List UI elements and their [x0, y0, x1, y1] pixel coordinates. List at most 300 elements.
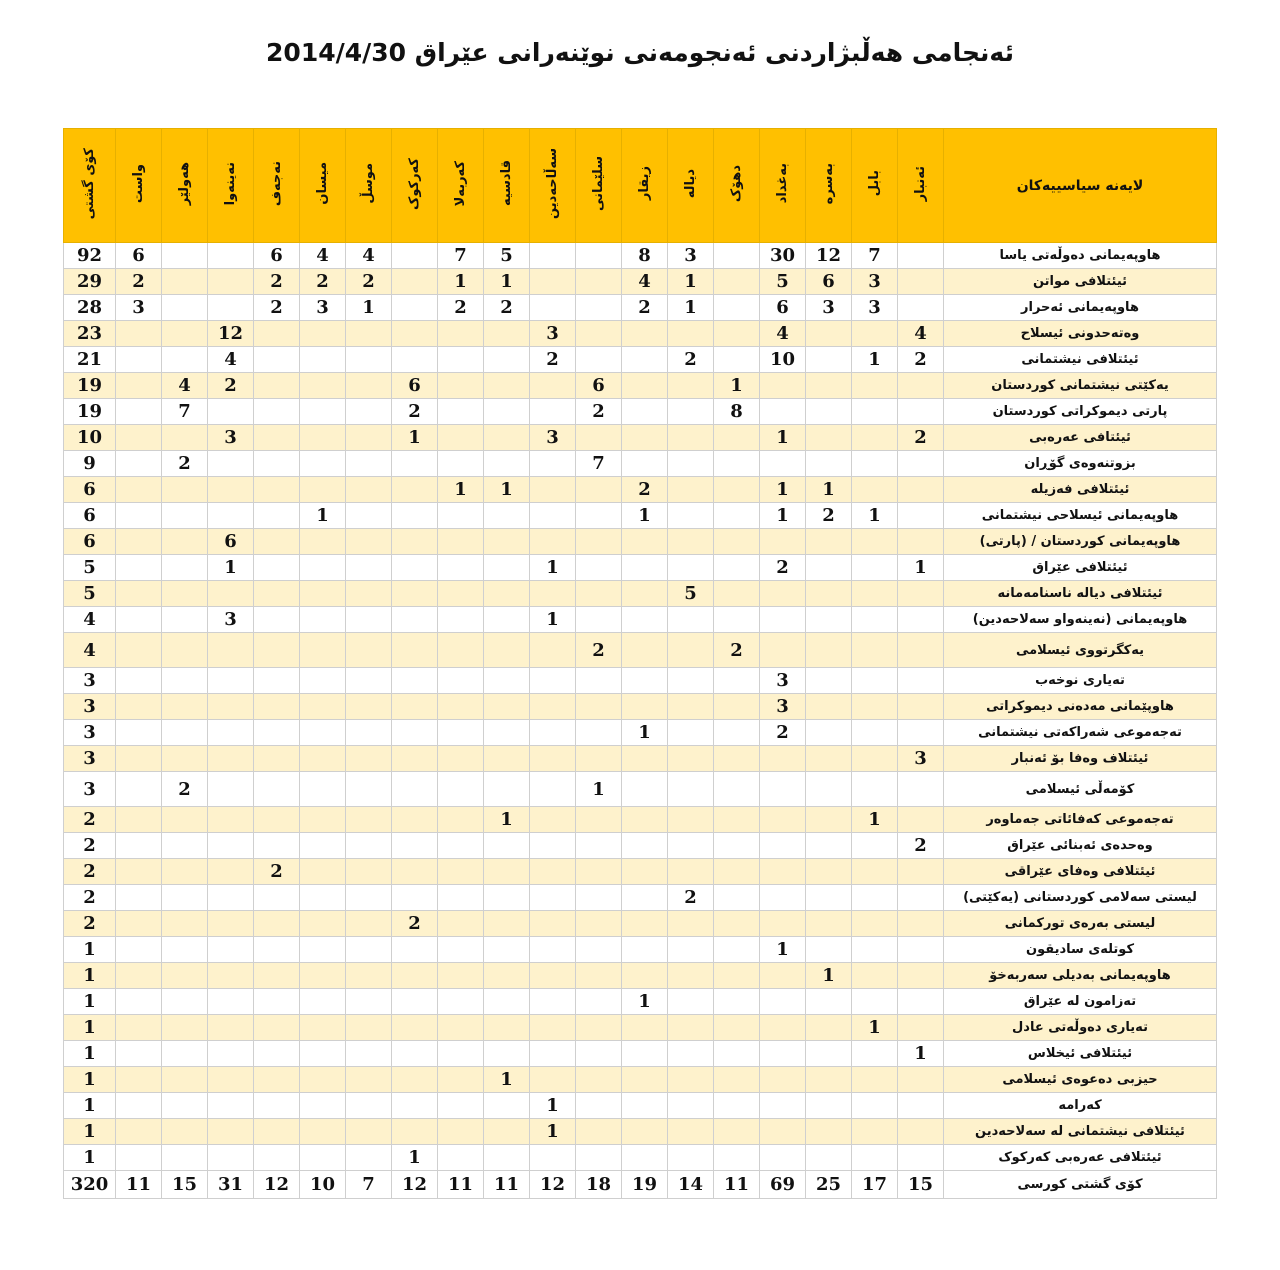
seat-cell — [300, 399, 346, 425]
seat-cell — [162, 1067, 208, 1093]
seat-cell: 69 — [760, 1171, 806, 1199]
table-row — [64, 633, 1217, 668]
seat-cell — [346, 425, 392, 451]
row-total: 3 — [64, 720, 116, 746]
seat-cell — [898, 885, 944, 911]
party-name: ئیئتلافی دیالە ناسنامەمانە — [944, 581, 1217, 607]
seat-cell: 4 — [300, 243, 346, 269]
table-header — [64, 129, 1217, 243]
table-row — [64, 373, 1217, 399]
table-row — [64, 859, 1217, 885]
seat-cell: 3 — [760, 668, 806, 694]
seat-cell — [760, 1119, 806, 1145]
seat-cell — [162, 555, 208, 581]
seat-cell — [116, 807, 162, 833]
seat-cell — [346, 503, 392, 529]
seat-cell — [392, 746, 438, 772]
seat-cell: 15 — [898, 1171, 944, 1199]
seat-cell — [438, 1067, 484, 1093]
seat-cell — [116, 321, 162, 347]
seat-cell — [392, 295, 438, 321]
seat-cell: 7 — [852, 243, 898, 269]
seat-cell: 12 — [208, 321, 254, 347]
seat-cell — [208, 1015, 254, 1041]
row-total: 1 — [64, 937, 116, 963]
seat-cell — [622, 555, 668, 581]
seat-cell — [806, 399, 852, 425]
row-total: 4 — [64, 633, 116, 668]
seat-cell: 1 — [852, 503, 898, 529]
seat-cell: 2 — [576, 633, 622, 668]
seat-cell — [806, 937, 852, 963]
seat-cell: 2 — [576, 399, 622, 425]
seat-cell — [300, 859, 346, 885]
seat-cell — [668, 1015, 714, 1041]
seat-cell — [438, 1041, 484, 1067]
row-total: 19 — [64, 373, 116, 399]
seat-cell — [300, 1015, 346, 1041]
seat-cell — [668, 963, 714, 989]
seat-cell — [208, 720, 254, 746]
seat-cell: 2 — [116, 269, 162, 295]
seat-cell — [898, 529, 944, 555]
seat-cell — [116, 1145, 162, 1171]
seat-cell — [806, 347, 852, 373]
party-name: هاوپەیمانی کوردستان / (پارتی) — [944, 529, 1217, 555]
seat-cell — [438, 321, 484, 347]
seat-cell — [898, 373, 944, 399]
seat-cell — [806, 1145, 852, 1171]
seat-cell — [392, 1041, 438, 1067]
seat-cell: 3 — [208, 607, 254, 633]
seat-cell — [576, 1041, 622, 1067]
seat-cell — [898, 1093, 944, 1119]
seat-cell — [208, 1145, 254, 1171]
table-row — [64, 1145, 1217, 1171]
seat-cell — [116, 1119, 162, 1145]
seat-cell — [898, 1119, 944, 1145]
seat-cell — [806, 694, 852, 720]
seat-cell — [806, 607, 852, 633]
seat-cell: 2 — [668, 885, 714, 911]
seat-cell — [116, 989, 162, 1015]
seat-cell — [806, 989, 852, 1015]
seat-cell — [668, 746, 714, 772]
party-name: هاوپەیمانی ئەحرار — [944, 295, 1217, 321]
seat-cell — [484, 885, 530, 911]
party-name: هاوپێمانی مەدەنی دیموکراتی — [944, 694, 1217, 720]
seat-cell — [484, 772, 530, 807]
seat-cell: 2 — [714, 633, 760, 668]
seat-cell — [392, 885, 438, 911]
seat-cell — [852, 425, 898, 451]
seat-cell — [622, 772, 668, 807]
seat-cell: 14 — [668, 1171, 714, 1199]
seat-cell: 5 — [760, 269, 806, 295]
table-row — [64, 807, 1217, 833]
seat-cell — [300, 347, 346, 373]
seat-cell — [300, 1041, 346, 1067]
seat-cell — [208, 581, 254, 607]
seat-cell: 1 — [530, 1119, 576, 1145]
seat-cell — [254, 1067, 300, 1093]
seat-cell — [622, 1067, 668, 1093]
seat-cell — [162, 477, 208, 503]
seat-cell — [484, 1015, 530, 1041]
seat-cell: 12 — [530, 1171, 576, 1199]
header-province — [898, 129, 944, 243]
seat-cell: 2 — [162, 451, 208, 477]
seat-cell — [392, 1119, 438, 1145]
table-row — [64, 937, 1217, 963]
seat-cell — [806, 451, 852, 477]
seat-cell — [116, 1093, 162, 1119]
table-row — [64, 720, 1217, 746]
seat-cell — [162, 833, 208, 859]
table-body — [64, 243, 1217, 1199]
seat-cell — [576, 555, 622, 581]
party-name: تەیاری نوخەب — [944, 668, 1217, 694]
row-total: 9 — [64, 451, 116, 477]
seat-cell — [760, 607, 806, 633]
seat-cell: 7 — [576, 451, 622, 477]
seat-cell — [300, 668, 346, 694]
table-row — [64, 1015, 1217, 1041]
seat-cell — [438, 581, 484, 607]
seat-cell — [392, 963, 438, 989]
seat-cell — [530, 833, 576, 859]
seat-cell — [346, 399, 392, 425]
seat-cell — [162, 607, 208, 633]
party-name: کەرامە — [944, 1093, 1217, 1119]
seat-cell — [346, 1015, 392, 1041]
seat-cell — [392, 694, 438, 720]
seat-cell — [530, 772, 576, 807]
seat-cell — [484, 989, 530, 1015]
seat-cell — [760, 399, 806, 425]
seat-cell — [208, 989, 254, 1015]
table-row — [64, 746, 1217, 772]
seat-cell: 1 — [300, 503, 346, 529]
seat-cell — [898, 399, 944, 425]
seat-cell — [852, 746, 898, 772]
seat-cell — [668, 1119, 714, 1145]
province-label: بابل — [867, 170, 882, 197]
seat-cell: 1 — [714, 373, 760, 399]
seat-cell — [254, 607, 300, 633]
seat-cell: 11 — [438, 1171, 484, 1199]
seat-cell — [622, 807, 668, 833]
seat-cell: 3 — [530, 321, 576, 347]
seat-cell — [714, 269, 760, 295]
seat-cell — [760, 633, 806, 668]
seat-cell — [576, 1067, 622, 1093]
seat-cell: 4 — [162, 373, 208, 399]
seat-cell — [346, 859, 392, 885]
seat-cell — [530, 399, 576, 425]
seat-cell — [576, 425, 622, 451]
party-name: یەکێتی نیشتمانی کوردستان — [944, 373, 1217, 399]
seat-cell — [530, 911, 576, 937]
province-label: قادسیە — [499, 160, 514, 207]
seat-cell — [438, 347, 484, 373]
seat-cell: 7 — [346, 1171, 392, 1199]
seat-cell: 1 — [484, 477, 530, 503]
seat-cell — [806, 807, 852, 833]
seat-cell: 6 — [392, 373, 438, 399]
seat-cell — [576, 911, 622, 937]
seat-cell — [346, 1093, 392, 1119]
seat-cell — [714, 833, 760, 859]
seat-cell — [806, 859, 852, 885]
province-label: بەسرە — [821, 162, 836, 205]
seat-cell — [576, 295, 622, 321]
seat-cell — [484, 373, 530, 399]
seat-cell — [530, 668, 576, 694]
seat-cell — [300, 451, 346, 477]
seat-cell — [576, 321, 622, 347]
seat-cell — [714, 347, 760, 373]
seat-cell — [576, 833, 622, 859]
seat-cell — [116, 399, 162, 425]
seat-cell — [852, 477, 898, 503]
seat-cell — [484, 694, 530, 720]
seat-cell — [300, 477, 346, 503]
seat-cell — [898, 581, 944, 607]
seat-cell — [116, 529, 162, 555]
seat-cell — [668, 989, 714, 1015]
seat-cell — [208, 243, 254, 269]
seat-cell — [898, 295, 944, 321]
seat-cell — [346, 633, 392, 668]
seat-cell: 1 — [346, 295, 392, 321]
seat-cell — [208, 1067, 254, 1093]
row-total: 29 — [64, 269, 116, 295]
seat-cell — [714, 1145, 760, 1171]
seat-cell — [300, 1067, 346, 1093]
seat-cell — [116, 633, 162, 668]
row-total: 5 — [64, 555, 116, 581]
seat-cell — [438, 399, 484, 425]
seat-cell — [208, 503, 254, 529]
row-total: 2 — [64, 911, 116, 937]
seat-cell — [438, 720, 484, 746]
province-label: ئەنبار — [913, 165, 928, 202]
party-name: یەکگرتووی ئیسلامی — [944, 633, 1217, 668]
seat-cell: 31 — [208, 1171, 254, 1199]
seat-cell — [852, 668, 898, 694]
seat-cell — [254, 833, 300, 859]
seat-cell — [346, 451, 392, 477]
table-row — [64, 581, 1217, 607]
seat-cell: 1 — [530, 1093, 576, 1119]
seat-cell: 4 — [208, 347, 254, 373]
seat-cell: 2 — [484, 295, 530, 321]
seat-cell — [668, 633, 714, 668]
party-name: تەجەموعی شەراکەتی نیشتمانی — [944, 720, 1217, 746]
seat-cell — [714, 1041, 760, 1067]
seat-cell — [346, 885, 392, 911]
seat-cell — [806, 321, 852, 347]
province-label: نەینەوا — [223, 161, 238, 206]
seat-cell — [254, 668, 300, 694]
seat-cell — [530, 720, 576, 746]
seat-cell: 2 — [254, 295, 300, 321]
seat-cell — [208, 911, 254, 937]
seat-cell: 8 — [714, 399, 760, 425]
totals-row — [64, 1171, 1217, 1199]
table-row — [64, 694, 1217, 720]
party-name: وەحدەی ئەبنائی عێراق — [944, 833, 1217, 859]
seat-cell — [530, 633, 576, 668]
seat-cell — [392, 321, 438, 347]
seat-cell — [622, 1093, 668, 1119]
seat-cell — [622, 451, 668, 477]
seat-cell — [714, 1015, 760, 1041]
seat-cell — [162, 295, 208, 321]
party-name: بزوتنەوەی گۆڕان — [944, 451, 1217, 477]
seat-cell — [530, 963, 576, 989]
seat-cell — [668, 833, 714, 859]
seat-cell — [898, 607, 944, 633]
seat-cell: 4 — [346, 243, 392, 269]
seat-cell — [852, 633, 898, 668]
seat-cell: 12 — [806, 243, 852, 269]
seat-cell — [116, 746, 162, 772]
seat-cell — [898, 451, 944, 477]
seat-cell — [300, 633, 346, 668]
header-province — [760, 129, 806, 243]
seat-cell: 1 — [392, 425, 438, 451]
seat-cell — [438, 885, 484, 911]
seat-cell — [714, 451, 760, 477]
seat-cell — [668, 1145, 714, 1171]
seat-cell — [346, 911, 392, 937]
seat-cell — [392, 243, 438, 269]
seat-cell — [622, 373, 668, 399]
seat-cell: 4 — [622, 269, 668, 295]
seat-cell — [530, 1041, 576, 1067]
seat-cell — [208, 477, 254, 503]
seat-cell — [898, 477, 944, 503]
seat-cell: 2 — [392, 911, 438, 937]
seat-cell — [484, 503, 530, 529]
table-row — [64, 668, 1217, 694]
header-province — [576, 129, 622, 243]
seat-cell — [714, 1093, 760, 1119]
seat-cell — [852, 555, 898, 581]
seat-cell — [852, 399, 898, 425]
table-row — [64, 529, 1217, 555]
seat-cell — [576, 1119, 622, 1145]
seat-cell — [668, 937, 714, 963]
seat-cell: 19 — [622, 1171, 668, 1199]
seat-cell — [162, 321, 208, 347]
seat-cell — [668, 807, 714, 833]
party-name: حیزبی دەعوەی ئیسلامی — [944, 1067, 1217, 1093]
table-row — [64, 321, 1217, 347]
seat-cell — [484, 937, 530, 963]
province-label: دهۆک — [729, 164, 744, 203]
seat-cell — [208, 772, 254, 807]
seat-cell — [208, 937, 254, 963]
seat-cell — [300, 989, 346, 1015]
seat-cell — [208, 269, 254, 295]
seat-cell — [208, 633, 254, 668]
seat-cell — [484, 911, 530, 937]
seat-cell — [254, 1145, 300, 1171]
seat-cell — [300, 373, 346, 399]
seat-cell — [346, 746, 392, 772]
seat-cell — [300, 772, 346, 807]
seat-cell — [576, 859, 622, 885]
seat-cell — [668, 321, 714, 347]
seat-cell — [300, 1119, 346, 1145]
seat-cell — [254, 694, 300, 720]
seat-cell — [300, 581, 346, 607]
table-row — [64, 425, 1217, 451]
seat-cell: 1 — [760, 477, 806, 503]
seat-cell — [898, 1145, 944, 1171]
seat-cell: 10 — [300, 1171, 346, 1199]
table-row — [64, 607, 1217, 633]
table-row — [64, 885, 1217, 911]
seat-cell — [162, 807, 208, 833]
seat-cell — [622, 694, 668, 720]
seat-cell — [622, 963, 668, 989]
row-total: 92 — [64, 243, 116, 269]
seat-cell — [760, 859, 806, 885]
seat-cell — [346, 1145, 392, 1171]
seat-cell — [116, 425, 162, 451]
seat-cell — [254, 885, 300, 911]
seat-cell — [300, 425, 346, 451]
seat-cell: 1 — [898, 555, 944, 581]
seat-cell — [898, 1015, 944, 1041]
row-total: 3 — [64, 746, 116, 772]
seat-cell — [898, 694, 944, 720]
seat-cell — [300, 1145, 346, 1171]
seat-cell: 30 — [760, 243, 806, 269]
party-name: ئیئتلافی مواتن — [944, 269, 1217, 295]
seat-cell — [254, 399, 300, 425]
seat-cell — [300, 885, 346, 911]
seat-cell — [576, 963, 622, 989]
seat-cell — [576, 937, 622, 963]
seat-cell — [116, 347, 162, 373]
seat-cell — [392, 451, 438, 477]
seat-cell — [162, 668, 208, 694]
row-total: 1 — [64, 989, 116, 1015]
seat-cell — [852, 772, 898, 807]
seat-cell: 2 — [300, 269, 346, 295]
row-total: 2 — [64, 807, 116, 833]
row-total: 3 — [64, 772, 116, 807]
seat-cell — [668, 451, 714, 477]
seat-cell — [162, 746, 208, 772]
seat-cell — [576, 607, 622, 633]
seat-cell — [346, 529, 392, 555]
seat-cell — [530, 451, 576, 477]
seat-cell — [392, 989, 438, 1015]
seat-cell — [760, 1145, 806, 1171]
party-name: کۆی گشتی کورسی — [944, 1171, 1217, 1199]
seat-cell — [668, 668, 714, 694]
table-row — [64, 295, 1217, 321]
seat-cell — [576, 243, 622, 269]
seat-cell: 1 — [392, 1145, 438, 1171]
party-name: ئیئتلاف وەفا بۆ ئەنبار — [944, 746, 1217, 772]
